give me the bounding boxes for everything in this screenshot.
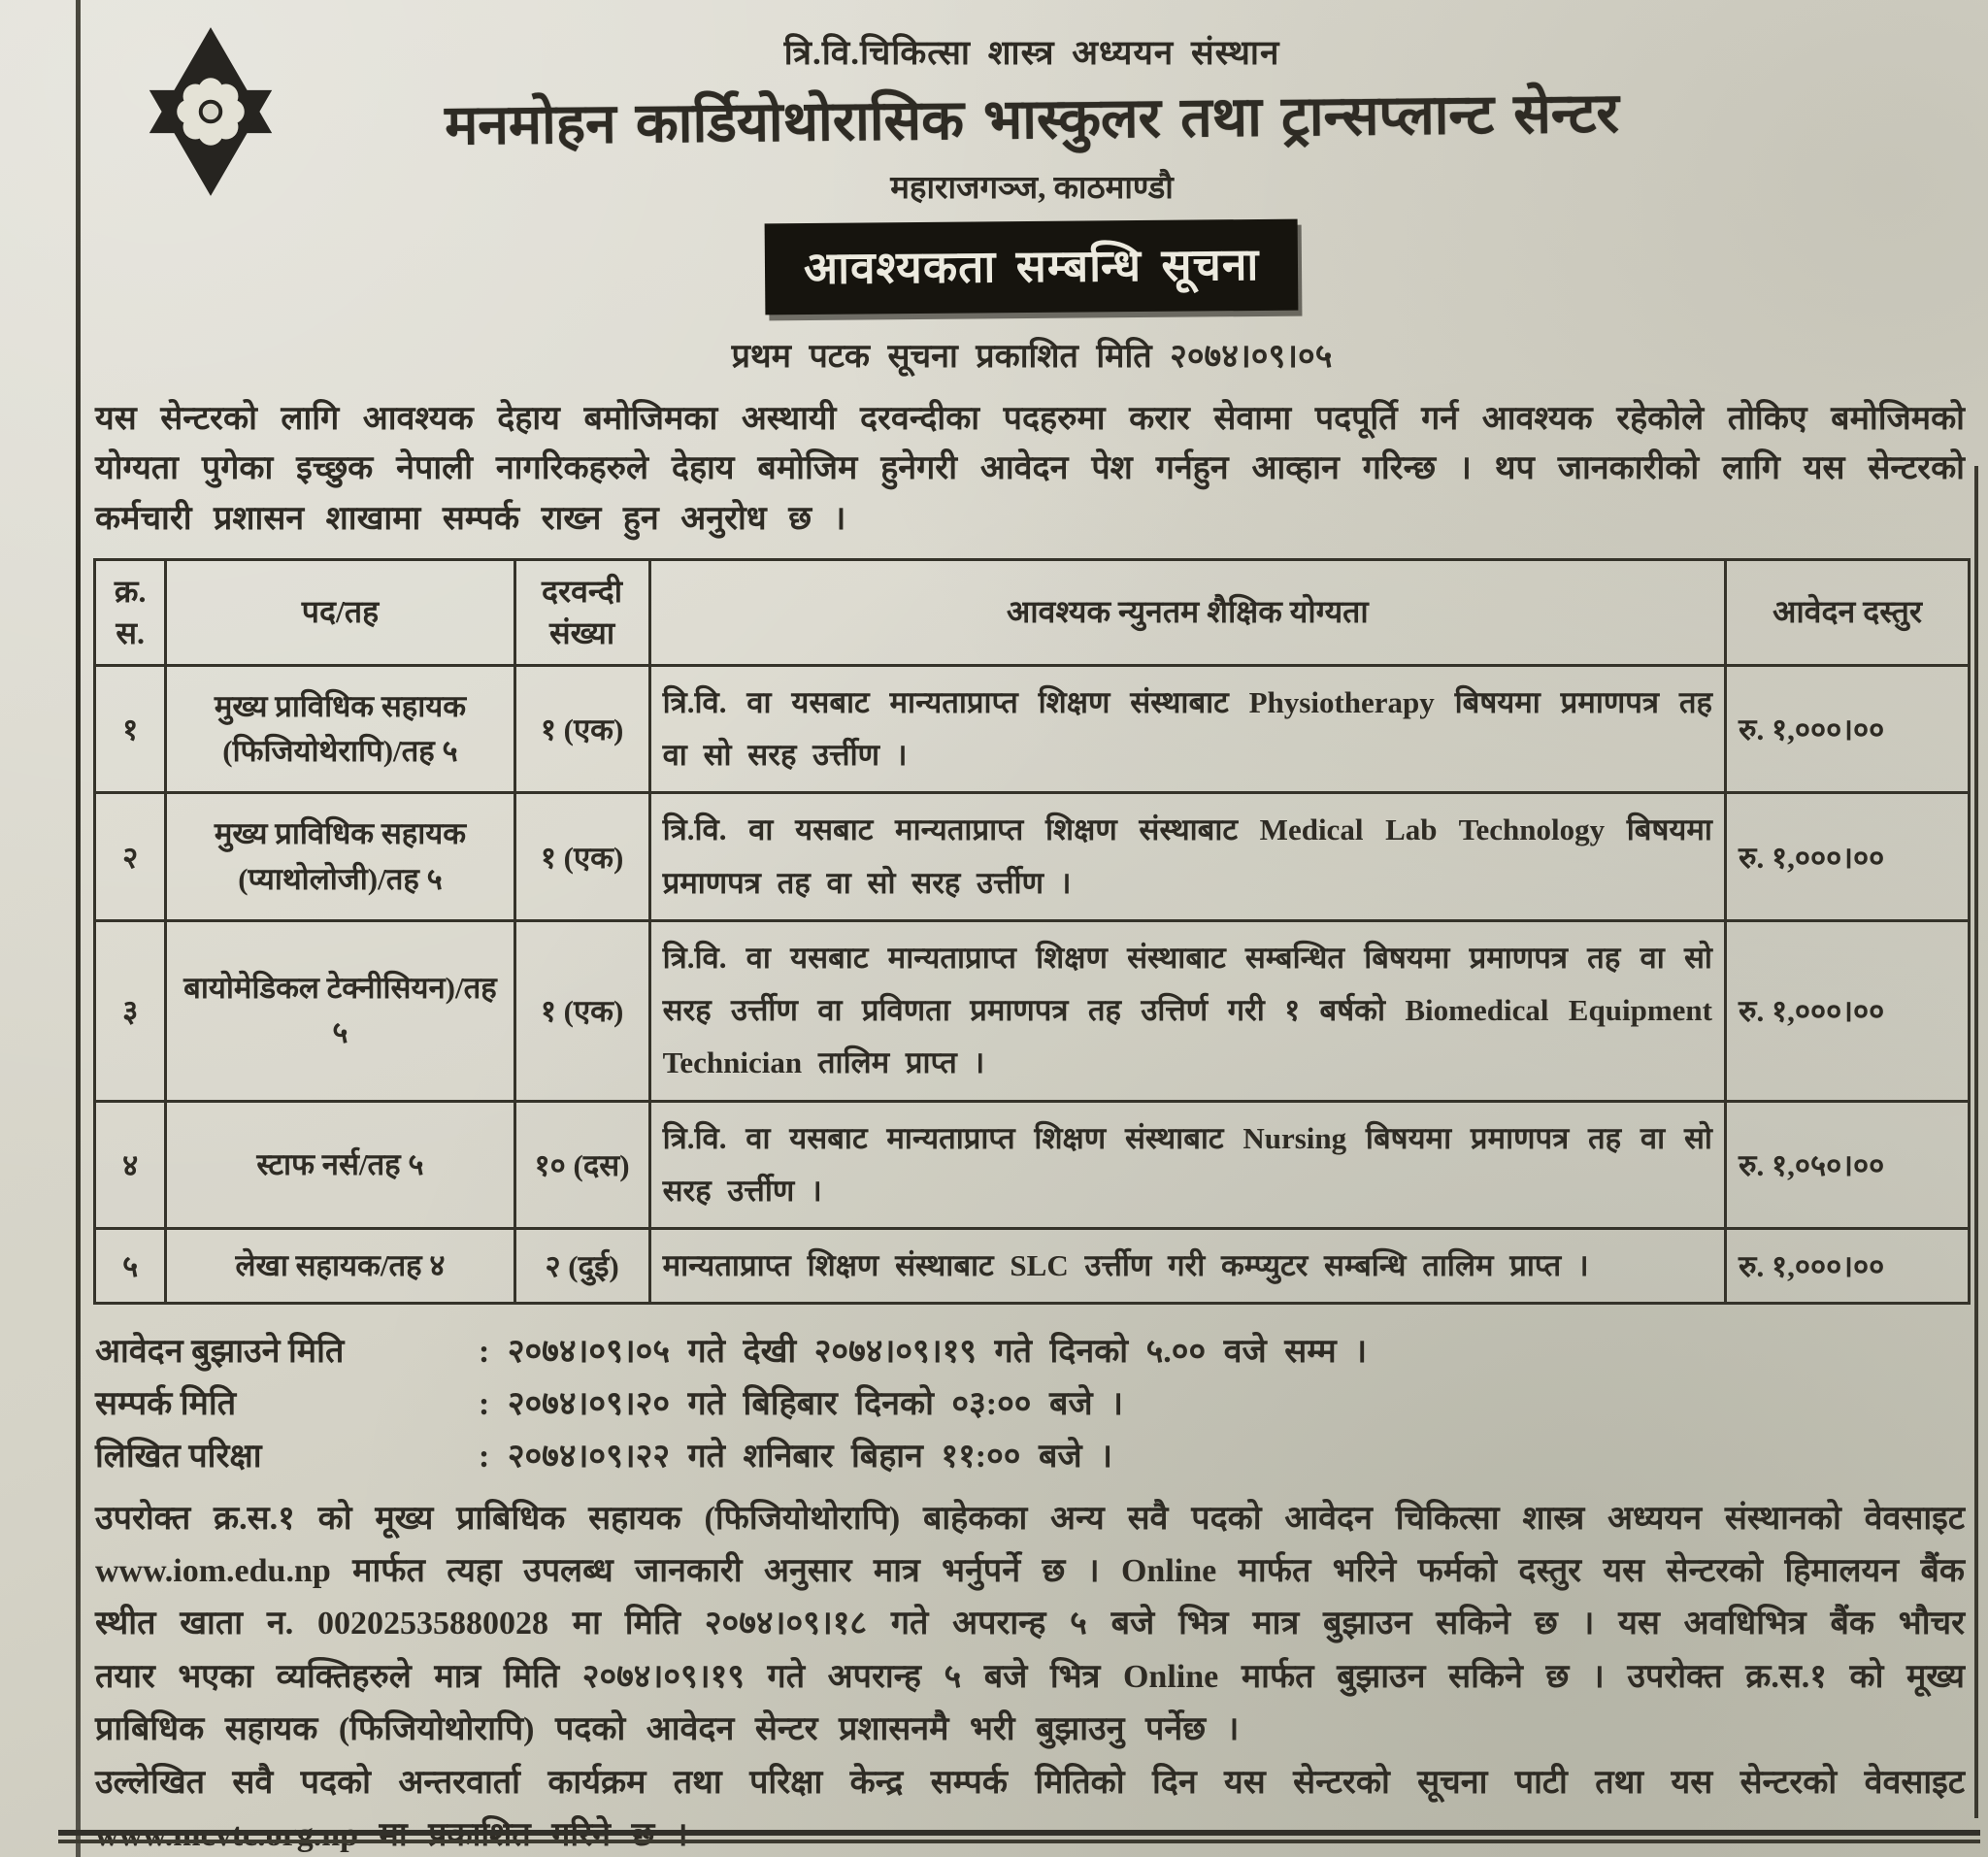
notice-bottom-border (58, 1830, 1980, 1843)
cell-sn: ३ (95, 920, 166, 1101)
schedule-label: लिखित परिक्षा (95, 1438, 262, 1475)
cell-qualification: त्रि.वि. वा यसबाट मान्यताप्राप्त शिक्षण संस्थाबाट Medical Lab Technology बिषयमा प्रमाणपत्र तह वा सो सरह उर्त्तीण । (649, 793, 1725, 921)
cell-qualification: त्रि.वि. वा यसबाट मान्यताप्राप्त शिक्षण संस्थाबाट Physiotherapy बिषयमा प्रमाणपत्र तह वा सो सरह उर्त्तीण । (649, 665, 1725, 793)
notice-header (93, 14, 1971, 377)
schedule-value: : २०७४।०९।०५ गते देखी २०७४।०९।१९ गते दिनको ५.०० वजे सम्म । (479, 1334, 1368, 1371)
cell-sn: ४ (95, 1101, 166, 1229)
cell-post: लेखा सहायक/तह ४ (166, 1229, 514, 1304)
col-header-sn: क्र. स. (95, 559, 166, 665)
center-location: महाराजगञ्ज, काठमाण्डौ (890, 170, 1174, 206)
cell-qualification: त्रि.वि. वा यसबाट मान्यताप्राप्त शिक्षण संस्थाबाट सम्बन्धित बिषयमा प्रमाणपत्र तह वा सो सरह उर्त्तीण वा प्रविणता प्रमाणपत्र तह उत्तिर्ण गरी १ बर्षको Biomedical Equipment Technician तालिम प्राप्त । (649, 920, 1725, 1101)
schedule-row-application-date (95, 1326, 1967, 1378)
schedule-row-written-exam (95, 1431, 1967, 1483)
iom-website-text: www.iom.edu.np (95, 1552, 331, 1589)
center-name: मनमोहन कार्डियोथोरासिक भास्कुलर तथा ट्रान्सप्लान्ट सेन्टर (444, 83, 1620, 157)
col-header-fee: आवेदन दस्तुर (1725, 559, 1969, 665)
newspaper-column-rule (76, 0, 81, 1857)
cell-count: १ (एक) (514, 665, 649, 793)
footer-text: मा मिति २०७४।०९।१८ गते अपरान्ह ५ बजे भित्र मात्र बुझाउन सकिने छ । यस अवधिभित्र बैंक भौचर तयार भएका व्यक्तिहरुले मात्र मिति २०७४।०९।१९ गते अपरान्ह ५ बजे भित्र Online मार्फत बुझाउन सकिने छ । उपरोक्त क्र.स.१ को मूख्य प्राबिधिक सहायक (फिजियोथोरापि) पदको आवेदन सेन्टर प्रशासनमै भरी बुझाउनु पर्नेछ । (95, 1606, 1965, 1748)
cell-qualification: त्रि.वि. वा यसबाट मान्यताप्राप्त शिक्षण संस्थाबाट Nursing बिषयमा प्रमाणपत्र तह वा सो सरह उर्त्तीण । (649, 1101, 1725, 1229)
cell-post: मुख्य प्राविधिक सहायक (प्याथोलोजी)/तह ५ (166, 793, 514, 921)
notice-title-banner: आवश्यकता सम्बन्धि सूचना (765, 218, 1299, 315)
notice-title-banner-wrap (93, 221, 1971, 313)
footer-notes (95, 1493, 1965, 1857)
cell-qualification: मान्यताप्राप्त शिक्षण संस्थाबाट SLC उर्त्तीण गरी कम्प्युटर सम्बन्धि तालिम प्राप्त । (649, 1229, 1725, 1304)
vacancy-table (93, 558, 1971, 1306)
mcvtc-website-text: www.mcvtc.org.np (95, 1816, 359, 1853)
cell-count: २ (दुई) (514, 1229, 649, 1304)
cell-fee: रु. १,०००।०० (1725, 665, 1969, 793)
bank-account-number: 00202535880028 (317, 1606, 549, 1642)
col-header-count: दरवन्दी संख्या (514, 559, 649, 665)
institute-name: त्रि.वि.चिकित्सा शास्त्र अध्ययन संस्थान (783, 34, 1280, 72)
cell-post: बायोमेडिकल टेक्नीसियन)/तह ५ (166, 920, 514, 1101)
schedule-section (95, 1326, 1967, 1482)
cell-sn: २ (95, 793, 166, 921)
schedule-value: : २०७४।०९।२२ गते शनिबार बिहान ११:०० बजे । (479, 1438, 1112, 1475)
schedule-label: आवेदन बुझाउने मिति (95, 1334, 345, 1371)
cell-fee: रु. १,०५०।०० (1725, 1101, 1969, 1229)
footer-text: उल्लेखित सवै पदको अन्तरवार्ता कार्यक्रम तथा परिक्षा केन्द्र सम्पर्क मितिको दिन यस सेन्टरको सूचना पाटी तथा यस सेन्टरको वेवसाइट (95, 1764, 1965, 1801)
col-header-qualification: आवश्यक न्युनतम शैक्षिक योग्यता (649, 559, 1725, 665)
cell-sn: १ (95, 665, 166, 793)
col-header-post: पद/तह (166, 559, 514, 665)
cell-post: स्टाफ नर्स/तह ५ (166, 1101, 514, 1229)
cell-count: १ (एक) (514, 920, 649, 1101)
intro-paragraph: यस सेन्टरको लागि आवश्यक देहाय बमोजिमका अस्थायी दरवन्दीका पदहरुमा करार सेवामा पदपूर्ति गर्न आवश्यक रहेकोले तोकिए बमोजिमको योग्यता पुगेका इच्छुक नेपाली नागरिकहरुले देहाय बमोजिम हुनेगरी आवेदन पेश गर्नहुन आव्हान गरिन्छ । थप जानकारीको लागि यस सेन्टरको कर्मचारी प्रशासन शाखामा सम्पर्क राख्न हुन अनुरोध छ । (95, 400, 1965, 537)
table-row (95, 793, 1970, 921)
cell-fee: रु. १,०००।०० (1725, 793, 1969, 921)
schedule-row-contact-date (95, 1378, 1967, 1431)
footer-text: मार्फत त्यहा उपलब्ध जानकारी अनुसार मात्र भर्नुपर्ने छ । Online मार्फत भरिने फर्मको दस्तुर यस सेन्टरको हिमालयन बैंक स्थीत खाता न. (95, 1552, 1965, 1642)
table-row (95, 1229, 1970, 1304)
published-date-line: प्रथम पटक सूचना प्रकाशित मिति २०७४।०९।०५ (731, 338, 1333, 375)
footer-text: उपरोक्त क्र.स.१ को मूख्य प्राबिधिक सहायक (फिजियोथोरापि) बाहेकका अन्य सवै पदको आवेदन चिकित्सा शास्त्र अध्ययन संस्थानको वेवसाइट (95, 1500, 1965, 1537)
schedule-value: : २०७४।०९।२० गते बिहिबार दिनको ०३:०० बजे । (479, 1386, 1123, 1423)
cell-count: १० (दस) (514, 1101, 649, 1229)
table-header-row (95, 559, 1970, 665)
cell-fee: रु. १,०००।०० (1725, 920, 1969, 1101)
cell-post: मुख्य प्राविधिक सहायक (फिजियोथेरापि)/तह ५ (166, 665, 514, 793)
footer-text: मा प्रकाशित गरिने छ । (358, 1816, 688, 1853)
cell-count: १ (एक) (514, 793, 649, 921)
footer-paragraph-1 (95, 1493, 1965, 1757)
schedule-label: सम्पर्क मिति (95, 1386, 237, 1423)
notice-frame-right-border (1974, 466, 1978, 1818)
cell-sn: ५ (95, 1229, 166, 1304)
table-row (95, 665, 1970, 793)
table-row (95, 1101, 1970, 1229)
cell-fee: रु. १,०००।०० (1725, 1229, 1969, 1304)
table-row (95, 920, 1970, 1101)
